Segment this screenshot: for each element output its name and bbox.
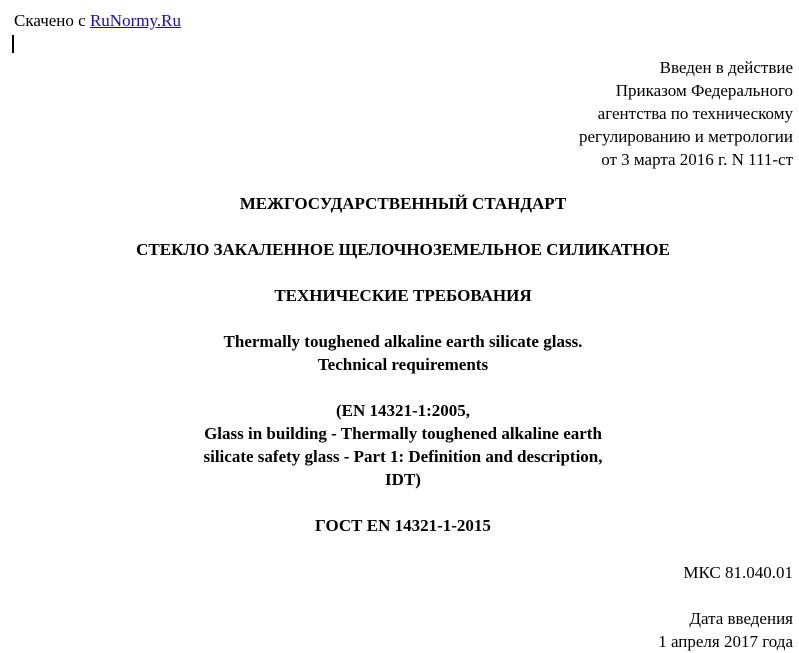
source-prefix: Скачено с bbox=[14, 11, 86, 30]
effective-date: 1 апреля 2017 года bbox=[658, 632, 793, 651]
source-line bbox=[14, 9, 181, 32]
reference-line: IDT) bbox=[385, 470, 421, 489]
mks-code: МКС 81.040.01 bbox=[683, 563, 793, 582]
title-en bbox=[0, 330, 799, 376]
effective-date-label: Дата введения bbox=[689, 609, 793, 628]
designation: ГОСТ EN 14321-1-2015 bbox=[315, 516, 491, 535]
title-en-line: Technical requirements bbox=[317, 355, 489, 374]
enactment-line: от 3 марта 2016 г. N 111-ст bbox=[601, 150, 793, 169]
standard-type-heading: МЕЖГОСУДАРСТВЕННЫЙ СТАНДАРТ bbox=[239, 194, 567, 213]
enactment-line: Приказом Федерального bbox=[615, 81, 793, 100]
enactment-line: Введен в действие bbox=[659, 58, 793, 77]
source-link[interactable]: RuNormy.Ru bbox=[89, 11, 181, 30]
reference-line: Glass in building - Thermally toughened alkaline earth bbox=[204, 424, 602, 443]
reference-block bbox=[0, 399, 799, 491]
enactment-line: регулированию и метрологии bbox=[578, 127, 793, 146]
title-ru: СТЕКЛО ЗАКАЛЕННОЕ ЩЕЛОЧНОЗЕМЕЛЬНОЕ СИЛИКАТНОЕ bbox=[136, 240, 670, 259]
reference-line: silicate safety glass - Part 1: Definition and description, bbox=[203, 447, 603, 466]
text-cursor bbox=[12, 35, 14, 53]
enactment-line: агентства по техническому bbox=[597, 104, 793, 123]
subtitle-ru: ТЕХНИЧЕСКИЕ ТРЕБОВАНИЯ bbox=[274, 286, 532, 305]
title-en-line: Thermally toughened alkaline earth silicate glass. bbox=[223, 332, 583, 351]
reference-line: (EN 14321-1:2005, bbox=[335, 401, 471, 420]
enactment-block bbox=[579, 56, 793, 171]
